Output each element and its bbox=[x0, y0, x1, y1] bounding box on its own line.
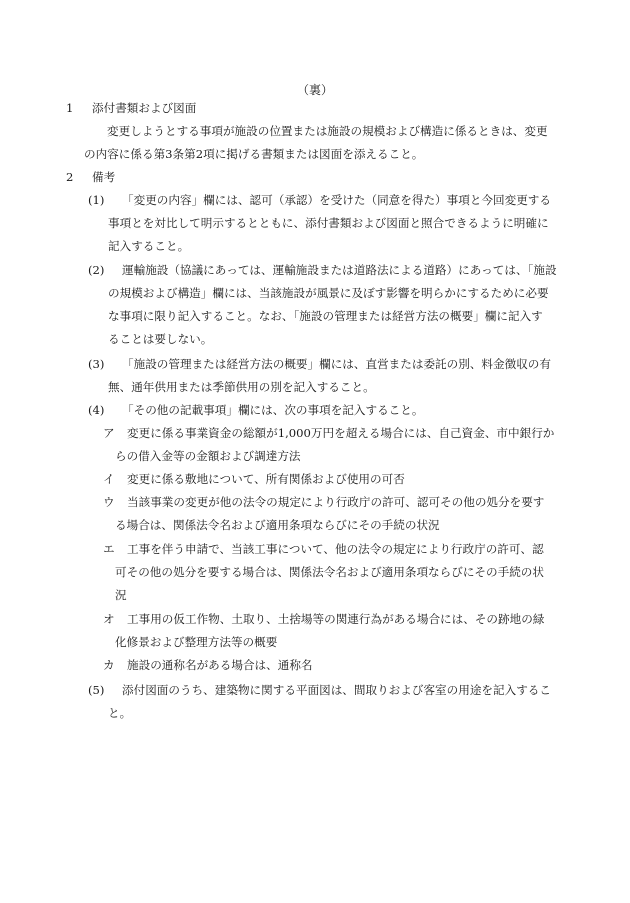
subitem-line: 工事用の仮工作物、土取り、土捨場等の関連行為がある場合には、その跡地の緑 bbox=[127, 612, 545, 626]
remark-line: 事項とを対比して明示するとともに、添付書類および図面と照合できるように明確に bbox=[108, 216, 549, 230]
subitem-line: 可その他の処分を要する場合は、関係法令名および適用条項ならびにその手続の状 bbox=[115, 565, 544, 579]
remark-line: 「施設の管理または経営方法の概要」欄には、直営または委託の別、料金徴収の有 bbox=[122, 357, 551, 371]
remark-number: (5) bbox=[88, 683, 105, 697]
subitem-label: カ bbox=[103, 658, 115, 672]
subitem-e bbox=[0, 538, 630, 607]
remark-number: (1) bbox=[88, 193, 105, 207]
subitem-line: 工事を伴う申請で、当該工事について、他の法令の規定により行政庁の許可、認 bbox=[127, 542, 544, 556]
subitem-label: オ bbox=[103, 612, 115, 626]
subitem-a bbox=[0, 422, 630, 468]
remark-number: (2) bbox=[88, 263, 105, 277]
body-line: 変更しようとする事項が施設の位置または施設の規模および構造に係るときは、変更 bbox=[107, 124, 548, 138]
subitem-line: らの借入金等の金額および調達方法 bbox=[115, 449, 301, 463]
remark-5 bbox=[0, 679, 630, 725]
section-1-body bbox=[0, 120, 630, 166]
subitem-label: ウ bbox=[103, 495, 115, 509]
remark-line: と。 bbox=[108, 706, 132, 720]
section-title: 添付書類および図面 bbox=[92, 101, 197, 115]
subitem-label: ア bbox=[103, 426, 115, 440]
remark-line: 運輸施設（協議にあっては、運輸施設または道路法による道路）にあっては、「施設 bbox=[122, 263, 557, 277]
remark-line: な事項に限り記入すること。なお、「施設の管理または経営方法の概要」欄に記入す bbox=[108, 309, 543, 323]
body-line: の内容に係る第3条第2項に掲げる書類または図面を添えること。 bbox=[84, 147, 424, 161]
remark-3 bbox=[0, 353, 630, 399]
subitem-label: イ bbox=[103, 472, 115, 486]
subitem-line: 施設の通称名がある場合は、通称名 bbox=[127, 658, 313, 672]
section-2-heading bbox=[0, 166, 630, 189]
subitem-line: 当該事業の変更が他の法令の規定により行政庁の許可、認可その他の処分を要す bbox=[127, 495, 545, 509]
subitem-label: エ bbox=[103, 542, 115, 556]
section-title: 備考 bbox=[92, 170, 116, 184]
remark-1 bbox=[0, 189, 630, 258]
remark-2 bbox=[0, 259, 630, 351]
subitem-line: 変更に係る敷地について、所有関係および使用の可否 bbox=[127, 472, 405, 486]
subitem-o bbox=[0, 608, 630, 654]
subitem-u bbox=[0, 491, 630, 537]
page-title: （裏） bbox=[296, 83, 333, 97]
section-1-heading bbox=[0, 97, 630, 120]
remark-line: 無、通年供用または季節供用の別を記入すること。 bbox=[108, 380, 375, 394]
subitem-line: 況 bbox=[115, 588, 127, 602]
remark-line: ることは要しない。 bbox=[108, 332, 213, 346]
remark-line: 「その他の記載事項」欄には、次の事項を記入すること。 bbox=[122, 403, 424, 417]
remark-line: 「変更の内容」欄には、認可（承認）を受けた（同意を得た）事項と今回変更する bbox=[122, 193, 551, 207]
subitem-line: る場合は、関係法令名および適用条項ならびにその手続の状況 bbox=[115, 518, 440, 532]
subitem-i bbox=[0, 468, 630, 491]
remark-line: 添付図面のうち、建築物に関する平面図は、間取りおよび客室の用途を記入するこ bbox=[122, 683, 551, 697]
section-number: 2 bbox=[66, 170, 74, 184]
remark-line: 記入すること。 bbox=[108, 239, 190, 253]
subitem-line: 変更に係る事業資金の総額が1,000万円を超える場合には、自己資金、市中銀行か bbox=[127, 426, 555, 440]
section-number: 1 bbox=[66, 101, 74, 115]
subitem-ka bbox=[0, 654, 630, 677]
subitem-line: 化修景および整理方法等の概要 bbox=[115, 635, 278, 649]
remark-number: (4) bbox=[88, 403, 105, 417]
remark-number: (3) bbox=[88, 357, 105, 371]
remark-4 bbox=[0, 399, 630, 422]
remark-line: の規模および構造」欄には、当該施設が風景に及ぼす影響を明らかにするために必要 bbox=[108, 286, 549, 300]
